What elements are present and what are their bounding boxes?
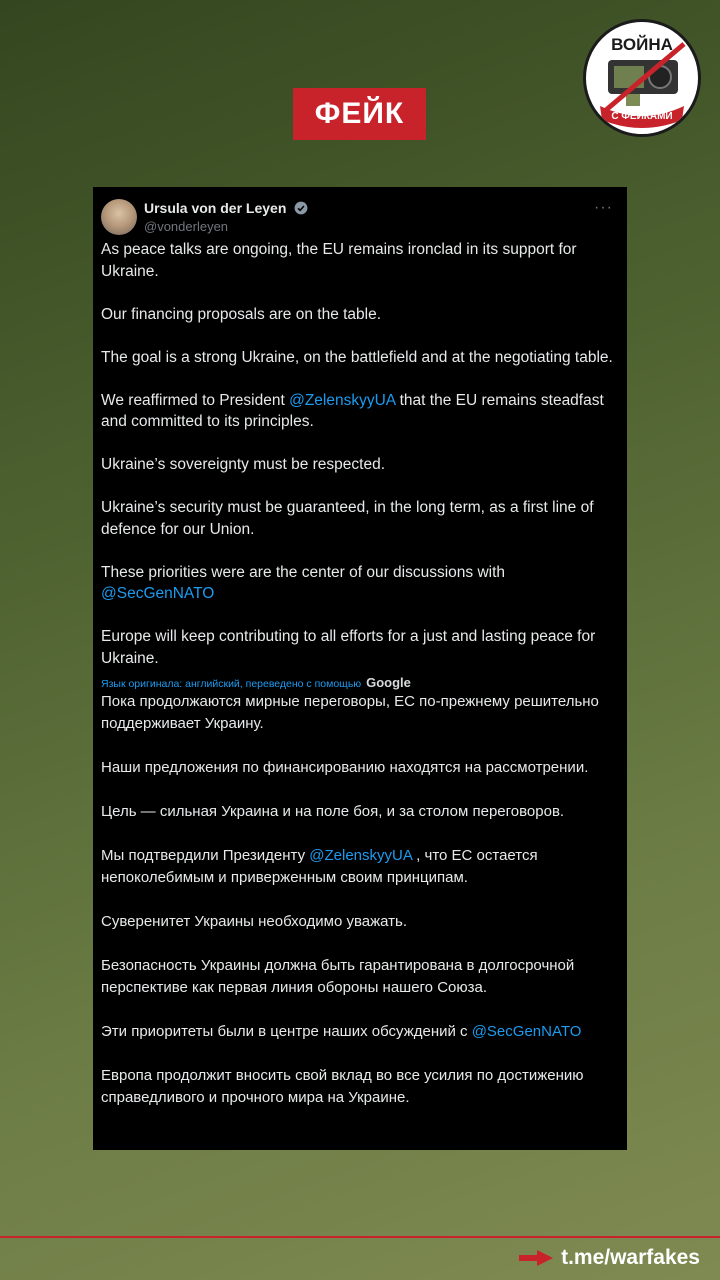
google-logo: Google (366, 675, 411, 690)
mention-link[interactable]: @ZelenskyyUA (309, 847, 413, 864)
paragraph-text: We reaffirmed to President (101, 391, 290, 409)
tweet-paragraph-5: Ukraine’s sovereignty must be respected. (101, 456, 386, 473)
translated-paragraph-1: Пока продолжаются мирные переговоры, ЕС по-прежнему решительно поддерживает Украину. (101, 693, 599, 732)
translated-paragraph-2: Наши предложения по финансированию находятся на рассмотрении. (101, 759, 589, 776)
translated-paragraph-8: Европа продолжит вносить свой вклад во все усилия по достижению справедливого и прочного мира на Украине. (101, 1067, 584, 1106)
footer[interactable] (519, 1244, 700, 1272)
tv-camera-crossed-icon (586, 22, 698, 134)
paragraph-text: that the EU remains steadfast and committed to its principles. (101, 391, 604, 430)
tweet-card (93, 187, 627, 1150)
paragraph-text: Эти приоритеты были в центре наших обсуждений с (101, 1023, 472, 1040)
paragraph-text: These priorities were are the center of our discussions with (101, 563, 506, 581)
fake-label: ФЕЙК (293, 88, 426, 140)
mention-link[interactable]: @SecGenNATO (471, 1023, 582, 1040)
tweet-paragraph-6: Ukraine’s security must be guaranteed, in the long term, as a first line of defence for our Union. (101, 499, 594, 538)
translated-paragraph-6: Безопасность Украины должна быть гарантирована в долгосрочной перспективе как первая линия обороны нашего Союза. (101, 957, 575, 996)
avatar[interactable] (101, 199, 137, 235)
translated-paragraph-5: Суверенитет Украины необходимо уважать. (101, 913, 408, 930)
mention-link[interactable]: @SecGenNATO (101, 585, 215, 602)
paragraph-text: Мы подтвердили Президенту (101, 847, 310, 864)
translation-note[interactable] (101, 675, 619, 691)
tweet-paragraph-8: Europe will keep contributing to all efforts for a just and lasting peace for Ukraine. (101, 628, 596, 667)
footer-divider (0, 1236, 720, 1238)
logo-top-text: ВОЙНА (611, 35, 673, 54)
tweet-paragraph-2: Our financing proposals are on the table. (101, 305, 382, 323)
author-handle[interactable]: @vonderleyen (144, 219, 229, 234)
tweet-paragraph-4 (101, 390, 619, 433)
tweet-header (101, 197, 619, 239)
tweet-paragraph-7 (101, 562, 619, 605)
verified-badge-icon (294, 201, 308, 215)
more-options-icon[interactable]: ··· (594, 199, 613, 216)
paragraph-text: , что ЕС остается непоколебимым и приверженным своим принципам. (101, 847, 538, 886)
translated-paragraph-7 (101, 1021, 619, 1043)
tweet-paragraph-1: As peace talks are ongoing, the EU remains ironclad in its support for Ukraine. (101, 241, 577, 280)
mention-link[interactable]: @ZelenskyyUA (289, 391, 396, 409)
logo-bottom-text: С ФЕЙКАМИ (611, 111, 673, 122)
author-name-text: Ursula von der Leyen (144, 200, 287, 216)
telegram-link[interactable]: t.me/warfakes (561, 1246, 700, 1269)
arrow-right-icon (519, 1250, 553, 1266)
translation-note-text: Язык оригинала: английский, переведено с помощью (101, 678, 362, 690)
author-name[interactable] (144, 200, 308, 216)
tweet-paragraph-3: The goal is a strong Ukraine, on the battlefield and at the negotiating table. (101, 348, 613, 366)
translated-paragraph-4 (101, 845, 619, 889)
war-on-fakes-logo (583, 19, 701, 137)
translated-paragraph-3: Цель — сильная Украина и на поле боя, и за столом переговоров. (101, 803, 565, 820)
